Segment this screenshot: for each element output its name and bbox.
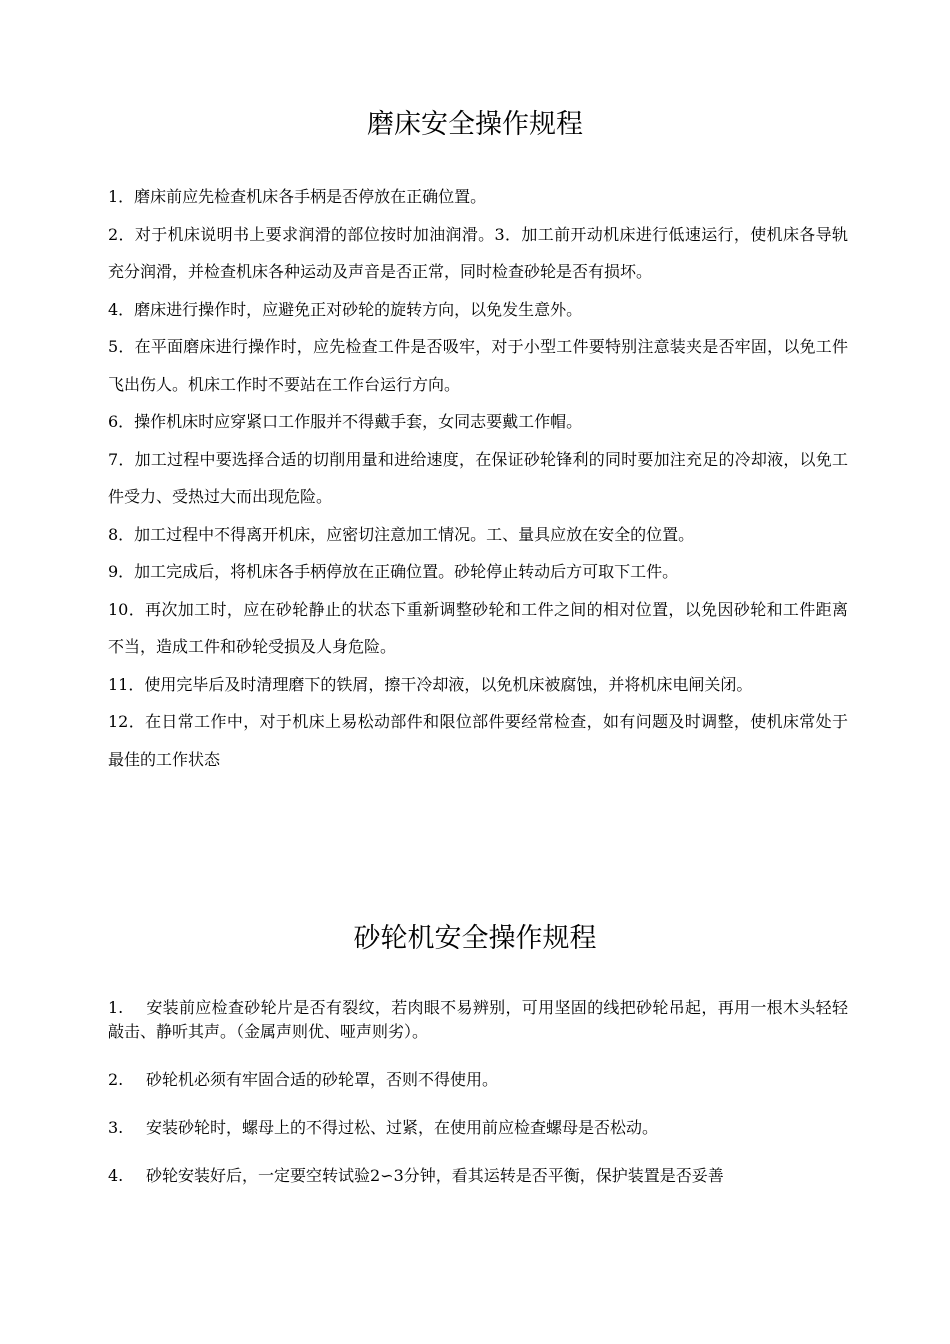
- grinder-rules-list: [108, 178, 848, 778]
- list-item: 1．磨床前应先检查机床各手柄是否停放在正确位置。: [108, 187, 487, 206]
- list-item: 9．加工完成后，将机床各手柄停放在正确位置。砂轮停止转动后方可取下工件。: [108, 562, 679, 581]
- item-number: 3.: [108, 1118, 124, 1137]
- page-title-bench-grinder: 砂轮机安全操作规程: [353, 923, 597, 954]
- item-number: 4.: [108, 1166, 124, 1185]
- list-item: 4．磨床进行操作时，应避免正对砂轮的旋转方向，以免发生意外。: [108, 299, 583, 319]
- item-text: 安装前应检查砂轮片是否有裂纹，若肉眼不易辨别，可用坚固的线把砂轮吊起，再用一根木头轻轻敲击、静听其声。（金属声则优、哑声则劣）。: [108, 998, 848, 1041]
- list-item: [108, 1068, 848, 1092]
- list-item: 5．在平面磨床进行操作时，应先检查工件是否吸牢，对于小型工件要特别注意装夹是否牢固，以免工件飞出伤人。机床工作时不要站在工作台运行方向。: [108, 337, 848, 394]
- list-item: 7．加工过程中要选择合适的切削用量和进给速度，在保证砂轮锋利的同时要加注充足的冷却液，以免工件受力、受热过大而出现危险。: [108, 449, 848, 506]
- item-number: 2.: [108, 1070, 124, 1089]
- item-text: 安装砂轮时，螺母上的不得过松、过紧，在使用前应检查螺母是否松动。: [146, 1118, 659, 1137]
- list-item: 12．在日常工作中，对于机床上易松动部件和限位部件要经常检查，如有问题及时调整，使机床常处于最佳的工作状态: [108, 712, 848, 769]
- list-item: [108, 1164, 848, 1188]
- list-item: [108, 1116, 848, 1140]
- item-text: 砂轮安装好后，一定要空转试验2∽3分钟，看其运转是否平衡，保护装置是否妥善: [146, 1166, 724, 1185]
- list-item: 10．再次加工时，应在砂轮静止的状态下重新调整砂轮和工件之间的相对位置，以免因砂轮和工件距离不当，造成工件和砂轮受损及人身危险。: [108, 599, 848, 656]
- bench-grinder-rules-list: [108, 996, 848, 1212]
- page-title-grinder: 磨床安全操作规程: [367, 109, 583, 140]
- list-item: 2．对于机床说明书上要求润滑的部位按时加油润滑。3．加工前开动机床进行低速运行，使机床各导轨充分润滑，并检查机床各种运动及声音是否正常，同时检查砂轮是否有损坏。: [108, 224, 848, 281]
- list-item: 11．使用完毕后及时清理磨下的铁屑，擦干冷却液，以免机床被腐蚀，并将机床电闸关闭。: [108, 674, 753, 694]
- item-text: 砂轮机必须有牢固合适的砂轮罩，否则不得使用。: [146, 1070, 499, 1089]
- list-item: 8．加工过程中不得离开机床，应密切注意加工情况。工、量具应放在安全的位置。: [108, 524, 695, 544]
- list-item: [108, 996, 848, 1044]
- item-number: 1.: [108, 998, 124, 1017]
- list-item: 6．操作机床时应穿紧口工作服并不得戴手套，女同志要戴工作帽。: [108, 412, 583, 431]
